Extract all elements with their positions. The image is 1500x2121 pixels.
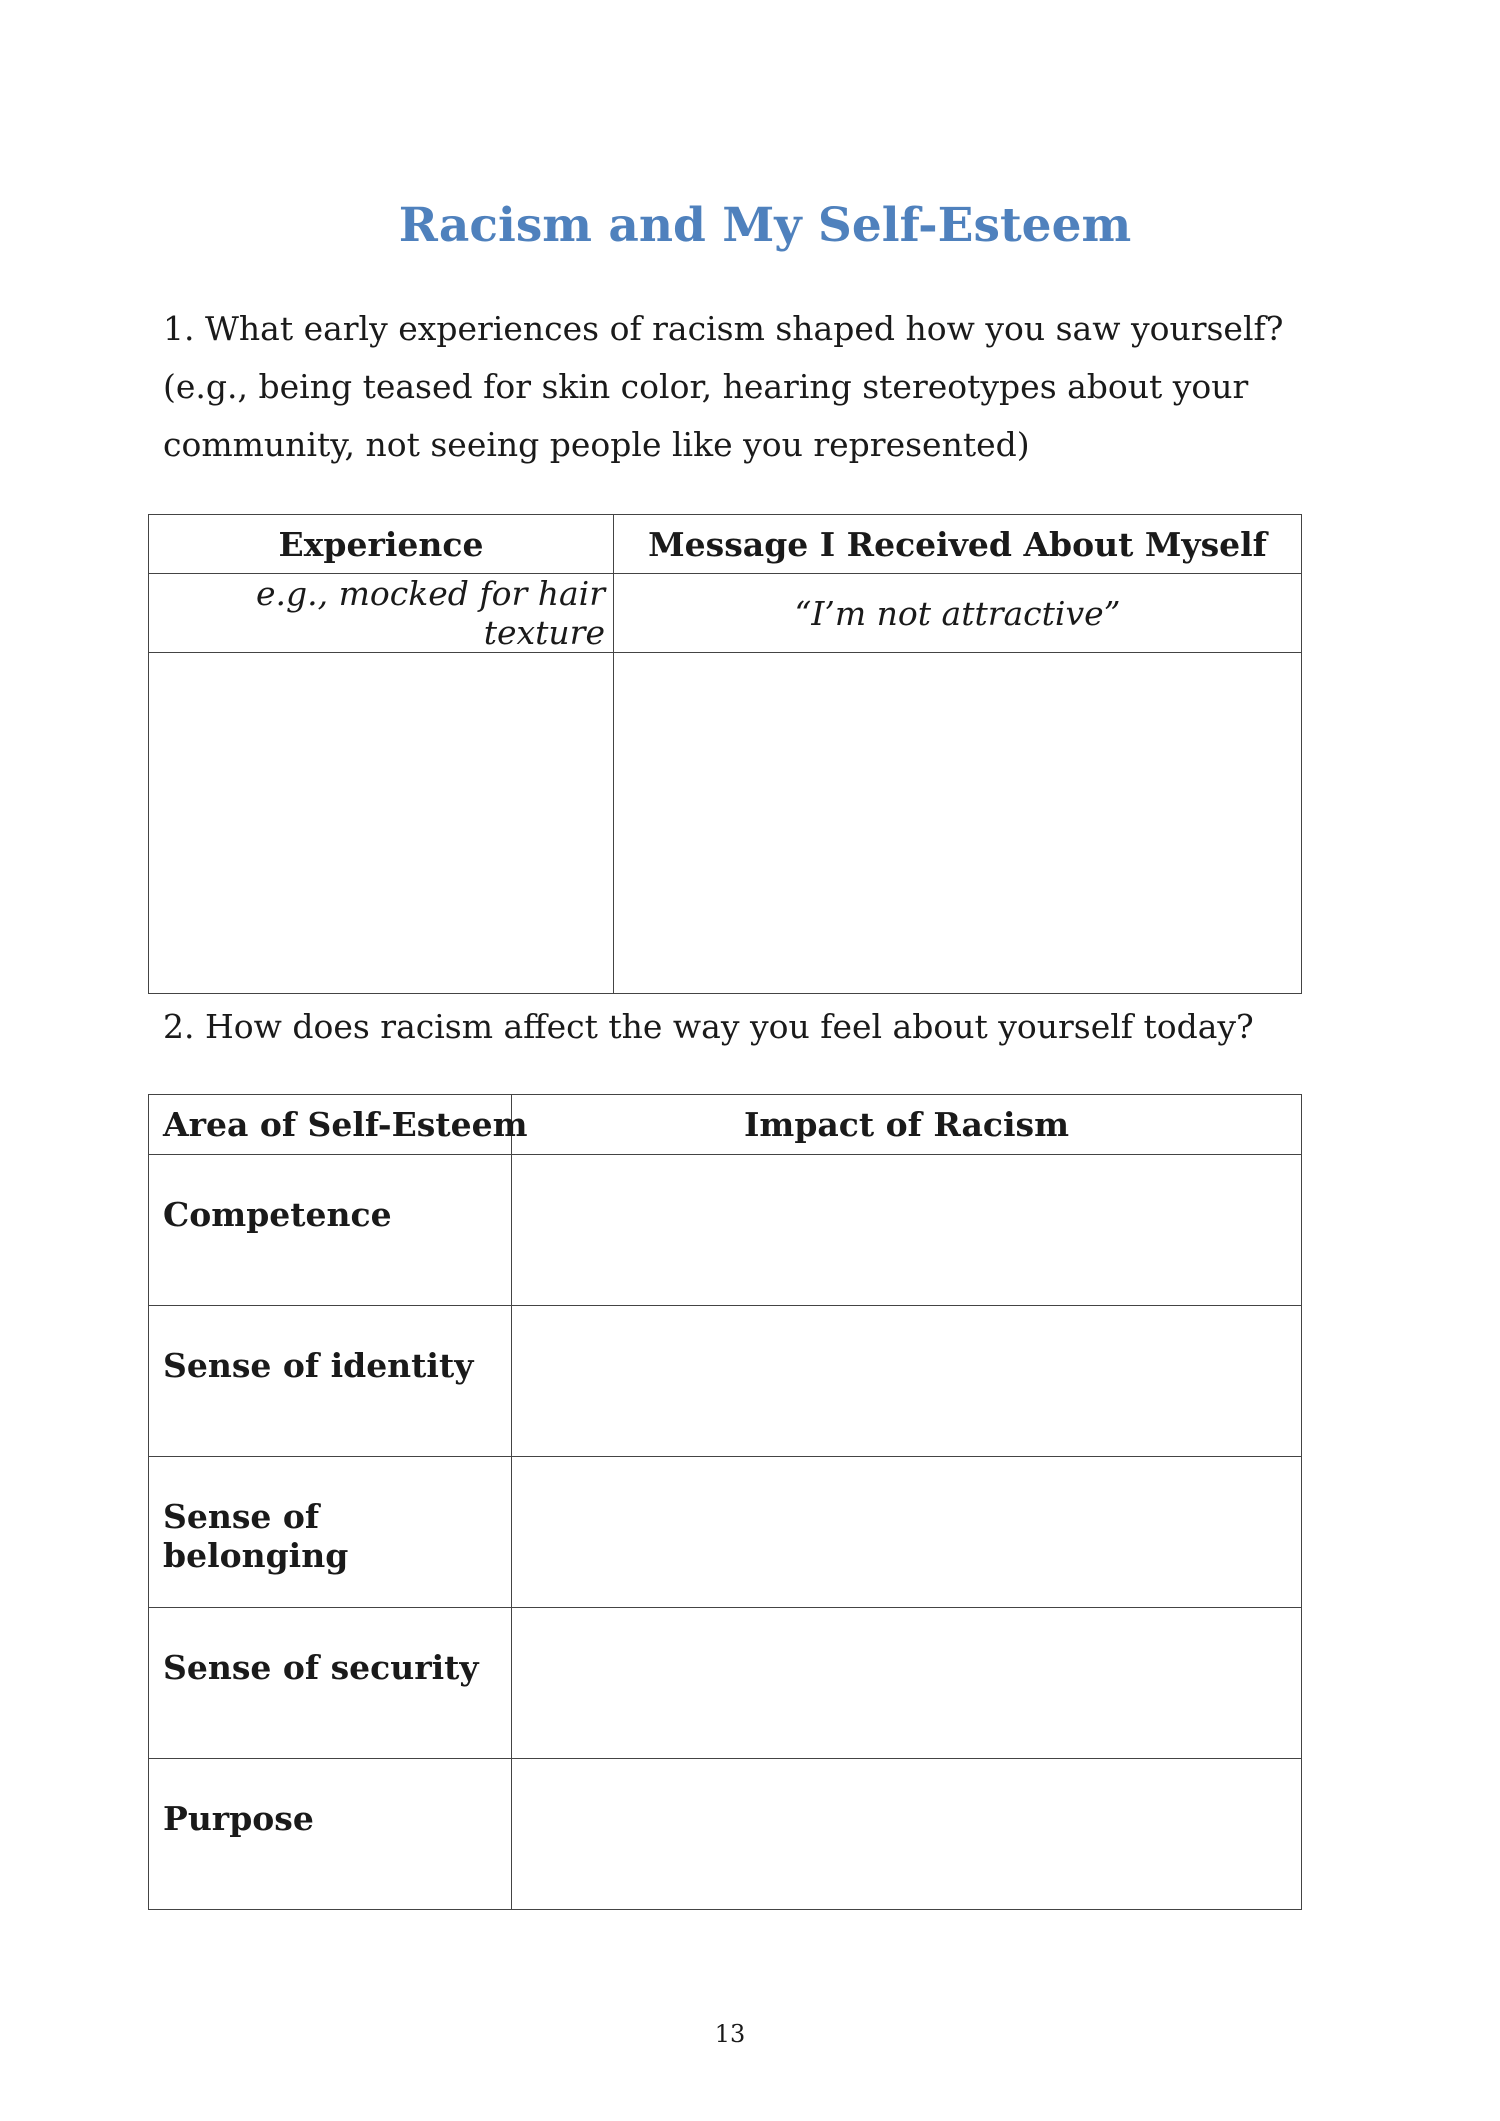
table-header-row xyxy=(149,515,1302,574)
question-1-text: 1. What early experiences of racism shaped how you saw yourself? (e.g., being teased for skin color, hearing stereotypes about your community, not seeing people like you represented) xyxy=(163,309,1284,464)
example-message-cell: “I’m not attractive” xyxy=(614,574,1302,653)
experience-message-table xyxy=(148,514,1302,994)
question-2-text: 2. How does racism affect the way you feel about yourself today? xyxy=(163,1007,1254,1046)
message-response-cell[interactable] xyxy=(614,653,1302,994)
area-label-competence: Competence xyxy=(149,1155,512,1306)
table-row xyxy=(149,1306,1302,1457)
table-row xyxy=(149,1155,1302,1306)
message-header: Message I Received About Myself xyxy=(614,515,1302,574)
impact-response-cell[interactable] xyxy=(512,1759,1302,1910)
impact-response-cell[interactable] xyxy=(512,1457,1302,1608)
experience-response-cell[interactable] xyxy=(149,653,614,994)
table-header-row xyxy=(149,1095,1302,1155)
impact-response-cell[interactable] xyxy=(512,1155,1302,1306)
area-label-belonging: Sense of belonging xyxy=(149,1457,512,1608)
example-experience-cell: e.g., mocked for hair texture xyxy=(149,574,614,653)
area-label-identity: Sense of identity xyxy=(149,1306,512,1457)
table-row xyxy=(149,1608,1302,1759)
table-row xyxy=(149,1759,1302,1910)
area-label-security: Sense of security xyxy=(149,1608,512,1759)
impact-response-cell[interactable] xyxy=(512,1306,1302,1457)
self-esteem-impact-table xyxy=(148,1094,1302,1910)
blank-response-row xyxy=(149,653,1302,994)
area-label-purpose: Purpose xyxy=(149,1759,512,1910)
experience-header: Experience xyxy=(149,515,614,574)
table-row xyxy=(149,1457,1302,1608)
example-row xyxy=(149,574,1302,653)
impact-response-cell[interactable] xyxy=(512,1608,1302,1759)
page-number: 13 xyxy=(714,2020,746,2048)
page-title: Racism and My Self-Esteem xyxy=(398,198,1132,253)
area-header: Area of Self-Esteem xyxy=(149,1095,512,1155)
impact-header: Impact of Racism xyxy=(512,1095,1302,1155)
